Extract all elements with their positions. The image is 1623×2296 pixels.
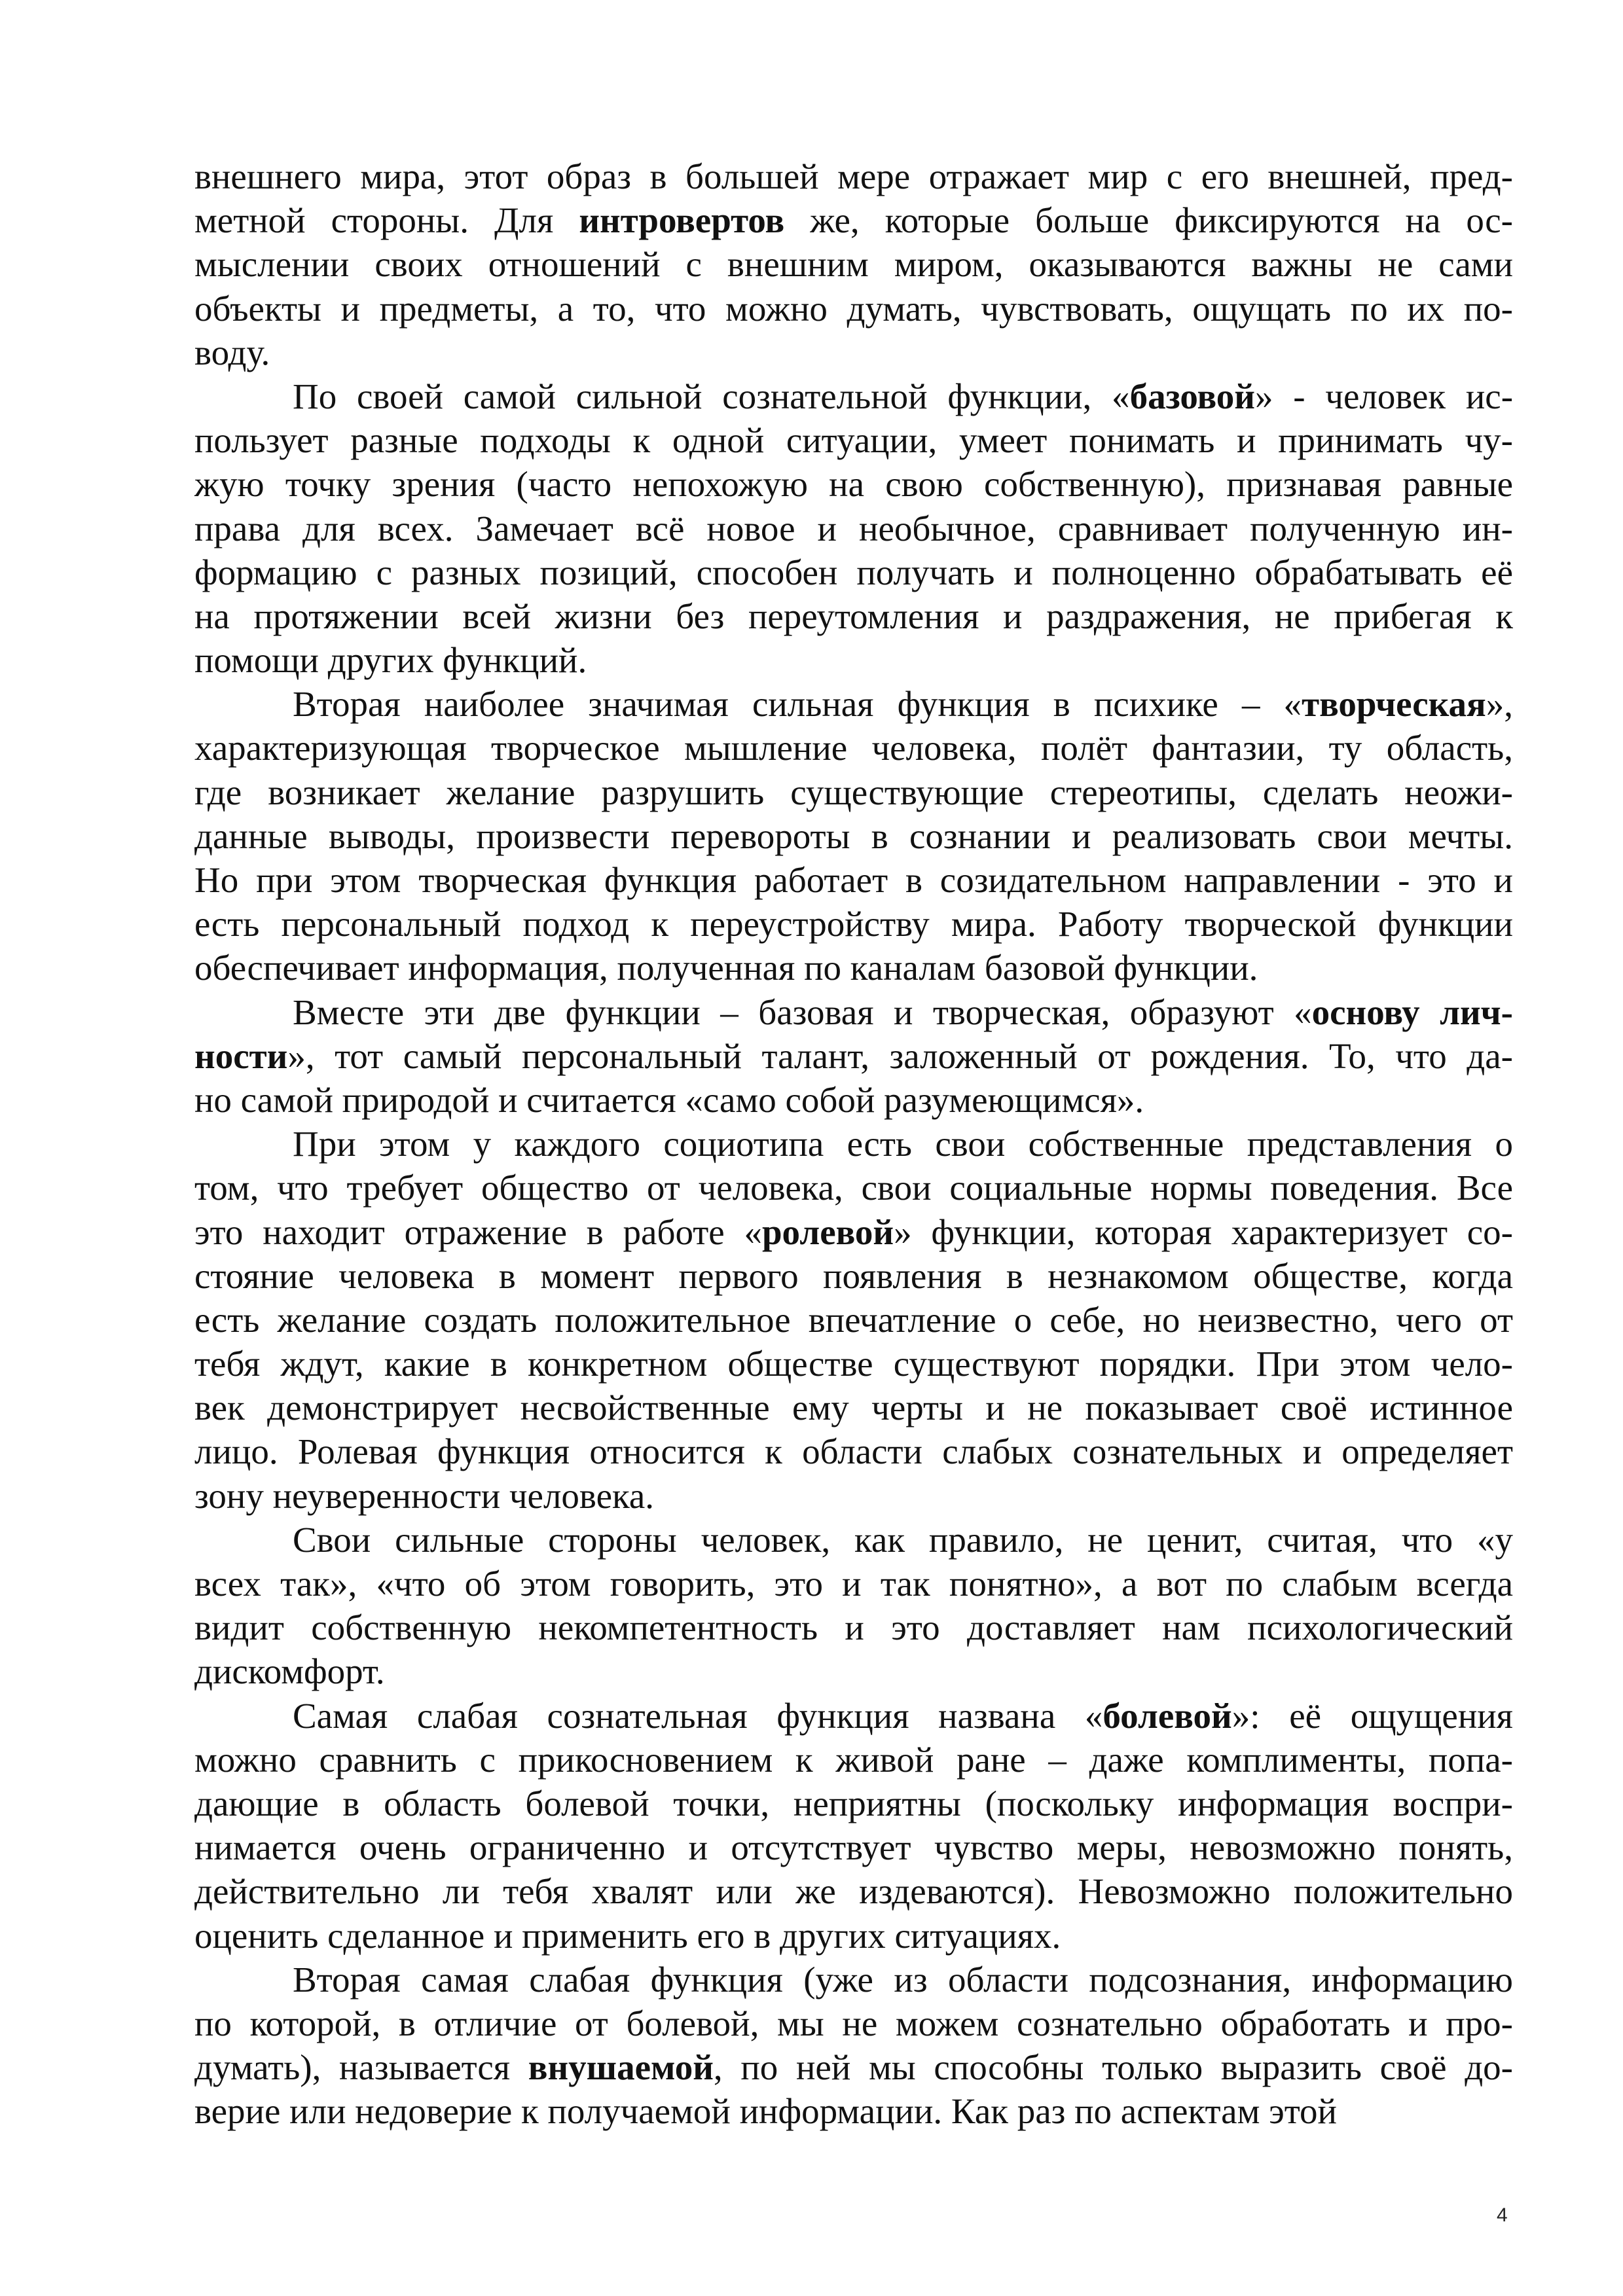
paragraph: [194, 1694, 1513, 1958]
text-line: ности», тот самый персональный талант, заложенный от рождения. То, что да-: [194, 1035, 1513, 1076]
text-line: нимается очень ограниченно и отсутствует чувство меры, невозможно понять,: [194, 1827, 1513, 1868]
text-line: есть персональный подход к переустройству мира. Работу творческой функции: [194, 904, 1513, 944]
text-line: оценить сделанное и применить его в других ситуациях.: [194, 1915, 1061, 1956]
text-line: Свои сильные стороны человек, как правило, не ценит, считая, что «у: [293, 1519, 1513, 1560]
text-line: всех так», «что об этом говорить, это и так понятно», а вот по слабым всегда: [194, 1564, 1513, 1604]
text-line: по которой, в отличие от болевой, мы не можем сознательно обработать и про-: [194, 2003, 1513, 2043]
text-line: на протяжении всей жизни без переутомления и раздражения, не прибегая к: [194, 596, 1513, 636]
text-line: объекты и предметы, а то, что можно думать, чувствовать, ощущать по их по-: [194, 288, 1513, 329]
text-line: пользует разные подходы к одной ситуации, умеет понимать и принимать чу-: [194, 420, 1513, 461]
page-number: 4: [1497, 2204, 1508, 2226]
bold-term: базовой: [1129, 376, 1255, 416]
text-line: обеспечивает информация, полученная по каналам базовой функции.: [194, 948, 1258, 988]
text-line: верие или недоверие к получаемой информации. Как раз по аспектам этой: [194, 2091, 1337, 2132]
bold-term: ности: [194, 1035, 288, 1076]
paragraph: [194, 1518, 1513, 1694]
bold-term: основу лич-: [1311, 992, 1514, 1032]
bold-term: интровертов: [579, 200, 785, 241]
text-line: формацию с разных позиций, способен получать и полноценно обрабатывать её: [194, 552, 1513, 592]
text-line: воду.: [194, 332, 270, 372]
text-line: Вторая самая слабая функция (уже из области подсознания, информацию: [293, 1959, 1513, 2000]
paragraph: [194, 154, 1513, 374]
text-line: данные выводы, произвести перевороты в сознании и реализовать свои мечты.: [194, 816, 1513, 856]
text-line: характеризующая творческое мышление человека, полёт фантазии, ту область,: [194, 728, 1513, 768]
text-line: Самая слабая сознательная функция названа «болевой»: её ощущения: [293, 1695, 1513, 1736]
bold-term: внушаемой: [528, 2047, 714, 2088]
text-line: тебя ждут, какие в конкретном обществе существуют порядки. При этом чело-: [194, 1344, 1513, 1384]
text-line: видит собственную некомпетентность и это доставляет нам психологический: [194, 1607, 1513, 1648]
text-line: При этом у каждого социотипа есть свои собственные представления о: [293, 1124, 1513, 1164]
paragraph: [194, 1122, 1513, 1518]
text-line: мыслении своих отношений с внешним миром, оказываются важны не сами: [194, 244, 1513, 285]
text-line: Вместе эти две функции – базовая и творческая, образуют «основу лич-: [293, 992, 1514, 1032]
document-body: [194, 154, 1513, 2133]
text-line: права для всех. Замечает всё новое и необычное, сравнивает полученную ин-: [194, 508, 1513, 548]
bold-term: творческая: [1302, 684, 1486, 725]
paragraph: [194, 374, 1513, 682]
text-line: это находит отражение в работе «ролевой» функции, которая характеризует со-: [194, 1211, 1513, 1252]
text-line: По своей самой сильной сознательной функции, «базовой» - человек ис-: [293, 376, 1514, 416]
text-line: дающие в область болевой точки, неприятны (поскольку информация воспри-: [194, 1783, 1513, 1823]
bold-term: ролевой: [761, 1211, 894, 1252]
paragraph: [194, 1958, 1513, 2134]
text-line: зону неуверенности человека.: [194, 1475, 655, 1516]
text-line: внешнего мира, этот образ в большей мере отражает мир с его внешней, пред-: [194, 156, 1513, 196]
text-line: том, что требует общество от человека, свои социальные нормы поведения. Все: [194, 1168, 1513, 1208]
text-line: метной стороны. Для интровертов же, которые больше фиксируются на ос-: [194, 200, 1513, 241]
text-line: думать), называется внушаемой, по ней мы способны только выразить своё до-: [194, 2047, 1513, 2088]
text-line: но самой природой и считается «само собой разумеющимся».: [194, 1079, 1144, 1120]
text-line: стояние человека в момент первого появления в незнакомом обществе, когда: [194, 1255, 1513, 1296]
text-line: Вторая наиболее значимая сильная функция в психике – «творческая»,: [293, 684, 1513, 725]
text-line: где возникает желание разрушить существующие стереотипы, сделать неожи-: [194, 772, 1513, 812]
text-line: жую точку зрения (часто непохожую на свою собственную), признавая равные: [194, 464, 1513, 505]
text-line: Но при этом творческая функция работает в созидательном направлении - это и: [194, 860, 1513, 900]
text-line: есть желание создать положительное впечатление о себе, но неизвестно, чего от: [194, 1299, 1513, 1340]
text-line: помощи других функций.: [194, 640, 587, 681]
text-line: дискомфорт.: [194, 1651, 385, 1692]
text-line: действительно ли тебя хвалят или же издеваются). Невозможно положительно: [194, 1871, 1513, 1912]
bold-term: болевой: [1103, 1695, 1232, 1736]
text-line: можно сравнить с прикосновением к живой ране – даже комплименты, попа-: [194, 1739, 1513, 1780]
text-line: лицо. Ролевая функция относится к области слабых сознательных и определяет: [194, 1431, 1513, 1472]
paragraph: [194, 682, 1513, 990]
text-line: век демонстрирует несвойственные ему черты и не показывает своё истинное: [194, 1388, 1513, 1428]
paragraph: [194, 990, 1513, 1122]
